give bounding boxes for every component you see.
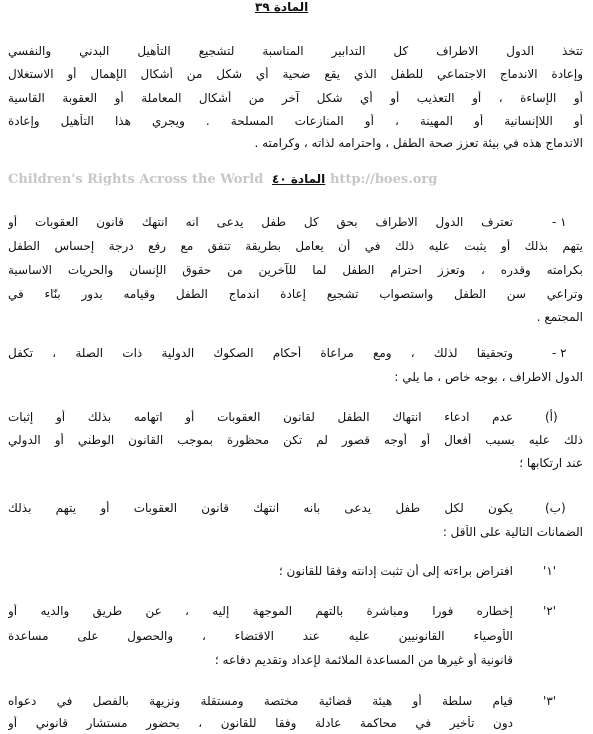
subitem-number: '١' bbox=[543, 564, 557, 578]
subitem-number: '٣' bbox=[543, 694, 557, 708]
paragraph-number: ١ - bbox=[552, 215, 567, 229]
paragraph-line: وتحقيقا لذلك ، ومع مراعاة أحكام الصكوك الدولية ذات الصلة ، تكفل bbox=[8, 346, 513, 360]
article-39-line: وإعادة الاندماج الاجتماعي للطفل الذي يقع ضحية أي شكل من أشكال الإهمال أو الاستغلال bbox=[8, 67, 583, 81]
paragraph-line: بكرامته وقدره ، وتعزز احترام الطفل لما للآخرين من حقوق الإنسان والحريات الاساسية bbox=[8, 263, 583, 277]
article-39-line: أو اللاإنسانية أو المهينة ، أو المنازعات المسلحة . ويجري هذا التأهيل وإعادة bbox=[8, 114, 583, 128]
article-39-line: تتخذ الدول الاطراف كل التدابير المناسبة لتشجيع التأهيل البدني والنفسي bbox=[8, 44, 583, 58]
article-39-line: أو الإساءة ، أو التعذيب أو أي شكل آخر من أشكال المعاملة أو العقوبة القاسية bbox=[8, 91, 583, 105]
paragraph-line: تعترف الدول الاطراف بحق كل طفل يدعى انه انتهك قانون العقوبات أو bbox=[8, 215, 513, 229]
paragraph-line: يتهم بذلك أو يثبت عليه ذلك في أن يعامل بطريقة تتفق مع رفع درجة إحساس الطفل bbox=[8, 239, 583, 253]
article-39-line: الاندماج هذه في بيئة تعزز صحة الطفل ، واحترامه لذاته ، وكرامته . bbox=[254, 136, 583, 150]
paragraph-line: المجتمع . bbox=[536, 310, 583, 324]
article-40-heading: المادة ٤٠ bbox=[272, 172, 326, 186]
watermark-url: http://boes.org bbox=[330, 172, 438, 187]
item-number: (أ) bbox=[545, 410, 558, 424]
subitem-line: إخطاره فورا ومباشرة بالتهم الموجهة إليه ، عن طريق والديه أو bbox=[8, 604, 513, 618]
paragraph-line: وتراعي سن الطفل واستصواب تشجيع إعادة اندماج الطفل وقيامه بدور بنّاء في bbox=[8, 287, 583, 301]
subitem-line: الأوصياء القانونيين عليه عند الاقتضاء ، والحصول على مساعدة bbox=[8, 629, 513, 643]
item-line: الضمانات التالية على الأقل : bbox=[442, 525, 583, 539]
item-line: عند ارتكابها ؛ bbox=[519, 456, 583, 470]
paragraph-number: ٢ - bbox=[552, 346, 567, 360]
subitem-line: دون تأخير في محاكمة عادلة وفقا للقانون ، بحضور مستشار قانوني أو bbox=[8, 716, 513, 730]
subitem-line: قانونية أو غيرها من المساعدة الملائمة لإعداد وتقديم دفاعه ؛ bbox=[214, 653, 513, 667]
item-line: ذلك عليه بسبب أفعال أو أوجه قصور لم تكن محظورة بموجب القانون الوطني أو الدولي bbox=[8, 433, 583, 447]
article-39-heading: المادة ٣٩ bbox=[255, 0, 309, 14]
subitem-number: '٢' bbox=[543, 604, 557, 618]
item-line: عدم ادعاء انتهاك الطفل لقانون العقوبات أو اتهامه بذلك أو إثبات bbox=[8, 410, 513, 424]
subitem-line: قيام سلطة أو هيئة قضائية مختصة ومستقلة ونزيهة بالفصل في دعواه bbox=[8, 694, 513, 708]
item-line: يكون لكل طفل يدعى بانه انتهك قانون العقوبات أو يتهم بذلك bbox=[8, 501, 513, 515]
paragraph-line: الدول الاطراف ، بوجه خاص ، ما يلي : bbox=[394, 370, 583, 384]
watermark-text: Children's Rights Across the World bbox=[8, 172, 264, 187]
subitem-line: افتراض براءته إلى أن تثبت إدانته وفقا للقانون ؛ bbox=[278, 564, 513, 578]
item-number: (ب) bbox=[545, 501, 566, 515]
